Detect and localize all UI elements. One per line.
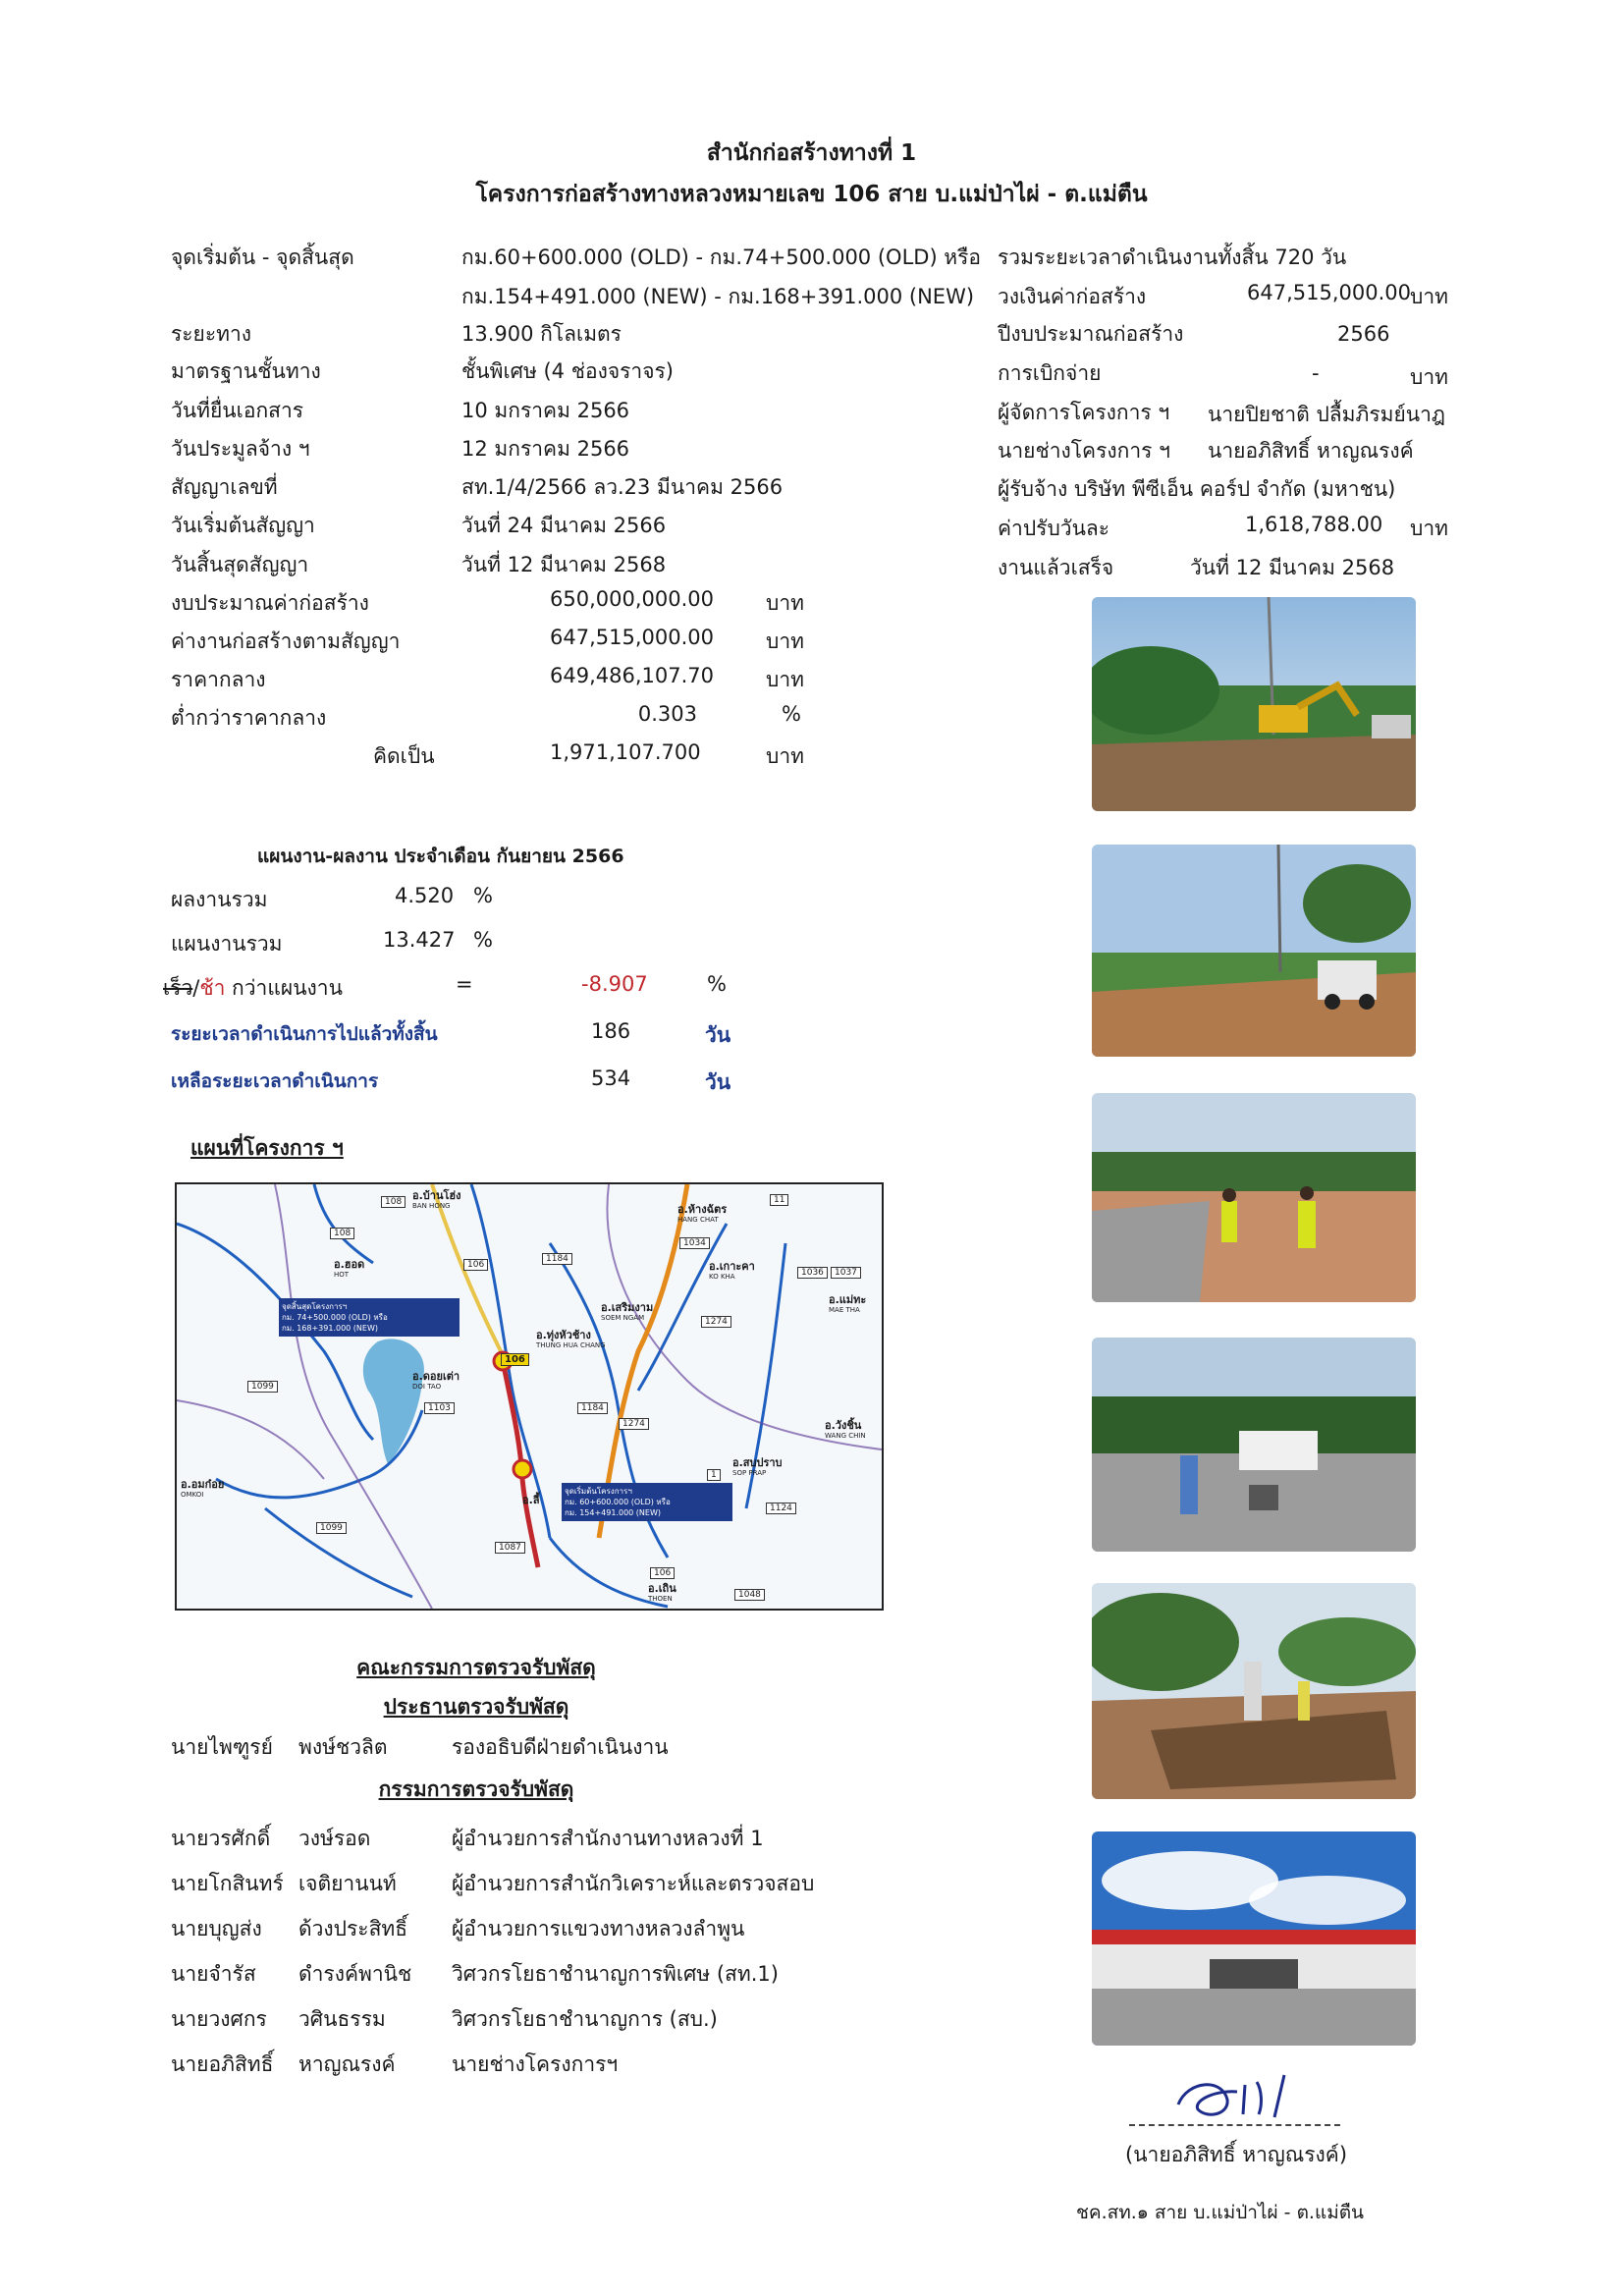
route-badge: 1048 xyxy=(734,1589,765,1601)
info-label: สัญญาเลขที่ xyxy=(171,475,278,499)
signature-line xyxy=(1129,2124,1340,2126)
member-last-name: วงษ์รอด xyxy=(298,1827,371,1850)
route-badge: 106 xyxy=(463,1259,488,1271)
member-first-name: นายอภิสิทธิ์ xyxy=(171,2052,274,2076)
equals-sign: = xyxy=(456,972,473,996)
site-photo-testing xyxy=(1092,1338,1416,1552)
baht-unit: บาท xyxy=(1410,285,1448,308)
day-unit: วัน xyxy=(705,1070,731,1094)
pct-unit: % xyxy=(707,972,727,996)
start-box-line: จุดเริ่มต้นโครงการฯ xyxy=(565,1487,632,1496)
info-label: มาตรฐานชั้นทาง xyxy=(171,359,321,383)
place-hot: อ.ฮอด HOT xyxy=(334,1258,365,1279)
start-point-box xyxy=(562,1483,732,1521)
info-value: 1,618,788.00 xyxy=(1245,513,1383,536)
signer-name: (นายอภิสิทธิ์ หาญณรงค์) xyxy=(1125,2143,1348,2166)
place-li: อ.ลี้ xyxy=(522,1494,540,1506)
budget-unit: บาท xyxy=(766,744,804,768)
site-photo-concrete xyxy=(1092,1583,1416,1799)
info-value: นายอภิสิทธิ์ หาญณรงค์ xyxy=(1208,439,1414,463)
start-box-line: กม. 154+491.000 (NEW) xyxy=(565,1508,661,1517)
info-label: งานแล้วเสร็จ xyxy=(998,556,1114,579)
info-label: ระยะทาง xyxy=(171,322,252,346)
info-value: กม.60+600.000 (OLD) - กม.74+500.000 (OLD) หรือ xyxy=(461,246,982,269)
remaining-label: เหลือระยะเวลาดำเนินการ xyxy=(171,1070,379,1092)
site-photo-building xyxy=(1092,1831,1416,2046)
budget-amount: 1,971,107.700 xyxy=(550,740,701,764)
place-omkoi: อ.อมก๋อย OMKOI xyxy=(181,1478,225,1499)
member-first-name: นายโกสินทร์ xyxy=(171,1872,284,1895)
end-point-box xyxy=(279,1298,460,1337)
place-sop-prap: อ.สบปราบ SOP PRAP xyxy=(732,1456,783,1477)
diff-label xyxy=(163,972,343,1005)
diff-slash: / xyxy=(192,976,200,1000)
map-drawing xyxy=(177,1184,882,1609)
site-photo-survey xyxy=(1092,1093,1416,1302)
end-box-line: จุดสิ้นสุดโครงการฯ xyxy=(282,1302,348,1311)
info-label: การเบิกจ่าย xyxy=(998,361,1102,385)
committee-heading: คณะกรรมการตรวจรับพัสดุ xyxy=(356,1656,596,1679)
project-map xyxy=(175,1182,884,1611)
place-ban-hong: อ.บ้านโฮ่ง BAN HONG xyxy=(412,1189,461,1210)
member-first-name: นายวงศกร xyxy=(171,2007,267,2031)
day-unit: วัน xyxy=(705,1023,731,1047)
info-value: วันที่ 24 มีนาคม 2566 xyxy=(461,514,667,537)
budget-unit: บาท xyxy=(766,629,804,653)
info-label: นายช่างโครงการ ฯ xyxy=(998,439,1170,463)
budget-amount: 649,486,107.70 xyxy=(550,664,714,687)
place-hang-chat: อ.ห้างฉัตร HANG CHAT xyxy=(677,1203,728,1224)
member-last-name: ดำรงค์พานิช xyxy=(298,1962,412,1986)
footer-code: ชค.สท.๑ สาย บ.แม่ป่าไผ่ - ต.แม่ตืน xyxy=(1076,2202,1365,2223)
member-position: ผู้อำนวยการสำนักวิเคราะห์และตรวจสอบ xyxy=(452,1872,815,1895)
member-position: นายช่างโครงการฯ xyxy=(452,2052,619,2076)
place-wang-chin: อ.วังชิ้น WANG CHIN xyxy=(825,1419,866,1440)
member-position: วิศวกรโยธาชำนาญการพิเศษ (สท.1) xyxy=(452,1962,779,1986)
diff-label-fast: เร็ว xyxy=(163,976,193,1000)
budget-label: ค่างานก่อสร้างตามสัญญา xyxy=(171,629,401,653)
progress-heading: แผนงาน-ผลงาน ประจำเดือน กันยายน 2566 xyxy=(257,846,624,867)
contractor: ผู้รับจ้าง บริษัท พีซีเอ็น คอร์ป จำกัด (มหาชน) xyxy=(998,477,1396,501)
plan-value: 13.427 xyxy=(383,928,456,952)
result-value: 4.520 xyxy=(395,884,455,907)
end-box-line: กม. 168+391.000 (NEW) xyxy=(282,1324,378,1333)
info-label: วันที่ยื่นเอกสาร xyxy=(171,399,304,422)
info-value: - xyxy=(1312,361,1320,385)
route-badge: 1184 xyxy=(542,1253,572,1265)
info-label: จุดเริ่มต้น - จุดสิ้นสุด xyxy=(171,246,354,269)
diff-label-tail: กว่าแผนงาน xyxy=(225,976,343,1000)
info-label: ปีงบประมาณก่อสร้าง xyxy=(998,322,1184,346)
plan-label: แผนงานรวม xyxy=(171,932,283,956)
budget-label: คิดเป็น xyxy=(373,744,435,768)
info-value: นายปิยชาติ ปลื้มภิรมย์นาฎ xyxy=(1208,403,1446,426)
budget-unit: บาท xyxy=(766,591,804,615)
chair-heading: ประธานตรวจรับพัสดุ xyxy=(383,1695,569,1719)
route-badge: 1099 xyxy=(247,1381,278,1393)
info-value: วันที่ 12 มีนาคม 2568 xyxy=(1190,556,1395,579)
member-first-name: นายบุญส่ง xyxy=(171,1917,262,1941)
route-badge: 106 xyxy=(501,1353,529,1366)
start-box-line: กม. 60+600.000 (OLD) หรือ xyxy=(565,1498,671,1506)
site-photo-excavator xyxy=(1092,597,1416,811)
budget-amount: 647,515,000.00 xyxy=(550,626,714,649)
route-badge: 1 xyxy=(707,1469,721,1481)
pct-unit: % xyxy=(473,884,493,907)
route-badge: 1124 xyxy=(766,1503,796,1514)
member-first-name: นายจำรัส xyxy=(171,1962,256,1986)
diff-value: -8.907 xyxy=(581,972,648,996)
budget-unit: % xyxy=(782,702,801,726)
info-value: 2566 xyxy=(1337,322,1390,346)
member-position: ผู้อำนวยการสำนักงานทางหลวงที่ 1 xyxy=(452,1827,764,1850)
chair-position: รองอธิบดีฝ่ายดำเนินงาน xyxy=(452,1735,669,1759)
route-badge: 1099 xyxy=(316,1522,347,1534)
end-box-line: กม. 74+500.000 (OLD) หรือ xyxy=(282,1313,388,1322)
member-last-name: ด้วงประสิทธิ์ xyxy=(298,1917,408,1941)
info-label: ค่าปรับวันละ xyxy=(998,517,1110,540)
office-title: สำนักก่อสร้างทางที่ 1 xyxy=(706,140,917,166)
info-label: วันสิ้นสุดสัญญา xyxy=(171,553,309,576)
place-mae-tha: อ.แม่ทะ MAE THA xyxy=(829,1293,867,1314)
member-position: วิศวกรโยธาชำนาญการ (สบ.) xyxy=(452,2007,718,2031)
chair-last-name: พงษ์ชวลิต xyxy=(298,1735,388,1759)
member-first-name: นายวรศักดิ์ xyxy=(171,1827,271,1850)
member-last-name: หาญณรงค์ xyxy=(298,2052,396,2076)
map-heading: แผนที่โครงการ ฯ xyxy=(190,1136,344,1160)
baht-unit: บาท xyxy=(1410,517,1448,540)
route-badge: 1034 xyxy=(679,1237,710,1249)
route-badge: 108 xyxy=(330,1228,354,1239)
project-title: โครงการก่อสร้างทางหลวงหมายเลข 106 สาย บ.แม่ป่าไผ่ - ต.แม่ตืน xyxy=(475,182,1148,207)
info-value: กม.154+491.000 (NEW) - กม.168+391.000 (NEW) xyxy=(461,285,975,308)
route-badge: 106 xyxy=(650,1567,675,1579)
member-last-name: เจติยานนท์ xyxy=(298,1872,397,1895)
info-value: วันที่ 12 มีนาคม 2568 xyxy=(461,553,667,576)
elapsed-value: 186 xyxy=(591,1019,631,1043)
boundaries xyxy=(177,1184,882,1609)
signature-mark xyxy=(1168,2060,1316,2129)
chair-first-name: นายไพฑูรย์ xyxy=(171,1735,273,1759)
info-value: ชั้นพิเศษ (4 ช่องจราจร) xyxy=(461,359,674,383)
info-value: 13.900 กิโลเมตร xyxy=(461,322,622,346)
remaining-value: 534 xyxy=(591,1066,631,1090)
budget-label: ราคากลาง xyxy=(171,668,266,691)
budget-unit: บาท xyxy=(766,668,804,691)
budget-label: ต่ำกว่าราคากลาง xyxy=(171,706,327,730)
route-badge: 108 xyxy=(381,1196,406,1208)
place-ko-kha: อ.เกาะคา KO KHA xyxy=(709,1260,755,1281)
baht-unit: บาท xyxy=(1410,365,1448,389)
reservoir-shape xyxy=(363,1339,424,1464)
route-badge: 1274 xyxy=(619,1418,649,1430)
info-value: 10 มกราคม 2566 xyxy=(461,399,630,422)
member-last-name: วศินธรรม xyxy=(298,2007,386,2031)
budget-amount: 0.303 xyxy=(637,702,697,726)
place-thung-hua-chang: อ.ทุ่งหัวช้าง THUNG HUA CHANG xyxy=(536,1329,606,1349)
result-label: ผลงานรวม xyxy=(171,888,268,911)
info-label: วันเริ่มต้นสัญญา xyxy=(171,514,315,537)
info-label: วันประมูลจ้าง ฯ xyxy=(171,437,310,461)
info-label: ผู้จัดการโครงการ ฯ xyxy=(998,401,1170,424)
info-value: 12 มกราคม 2566 xyxy=(461,437,630,461)
pct-unit: % xyxy=(473,928,493,952)
budget-amount: 650,000,000.00 xyxy=(550,587,714,611)
route-badge: 1184 xyxy=(577,1402,608,1414)
project-start-marker xyxy=(514,1460,531,1478)
route-badge: 1087 xyxy=(495,1542,525,1554)
elapsed-label: ระยะเวลาดำเนินการไปแล้วทั้งสิ้น xyxy=(171,1023,438,1045)
route-badge: 1103 xyxy=(424,1402,455,1414)
info-value: 647,515,000.00 xyxy=(1247,281,1411,304)
route-badge: 1037 xyxy=(831,1267,861,1279)
place-doi-tao: อ.ดอยเต่า DOI TAO xyxy=(412,1370,460,1391)
total-time: รวมระยะเวลาดำเนินงานทั้งสิ้น 720 วัน xyxy=(998,246,1347,269)
place-thoen: อ.เถิน THOEN xyxy=(648,1582,676,1603)
route-badge: 11 xyxy=(770,1194,788,1206)
diff-label-slow: ช้า xyxy=(199,976,226,1000)
info-label: วงเงินค่าก่อสร้าง xyxy=(998,285,1147,308)
members-heading: กรรมการตรวจรับพัสดุ xyxy=(378,1777,574,1801)
route-badge: 1036 xyxy=(797,1267,828,1279)
member-position: ผู้อำนวยการแขวงทางหลวงลำพูน xyxy=(452,1917,745,1941)
place-soem-ngam: อ.เสริมงาม SOEM NGAM xyxy=(601,1301,654,1322)
site-photo-truck xyxy=(1092,845,1416,1057)
route-badge: 1274 xyxy=(701,1316,731,1328)
budget-label: งบประมาณค่าก่อสร้าง xyxy=(171,591,369,615)
info-value: สท.1/4/2566 ลว.23 มีนาคม 2566 xyxy=(461,475,784,499)
